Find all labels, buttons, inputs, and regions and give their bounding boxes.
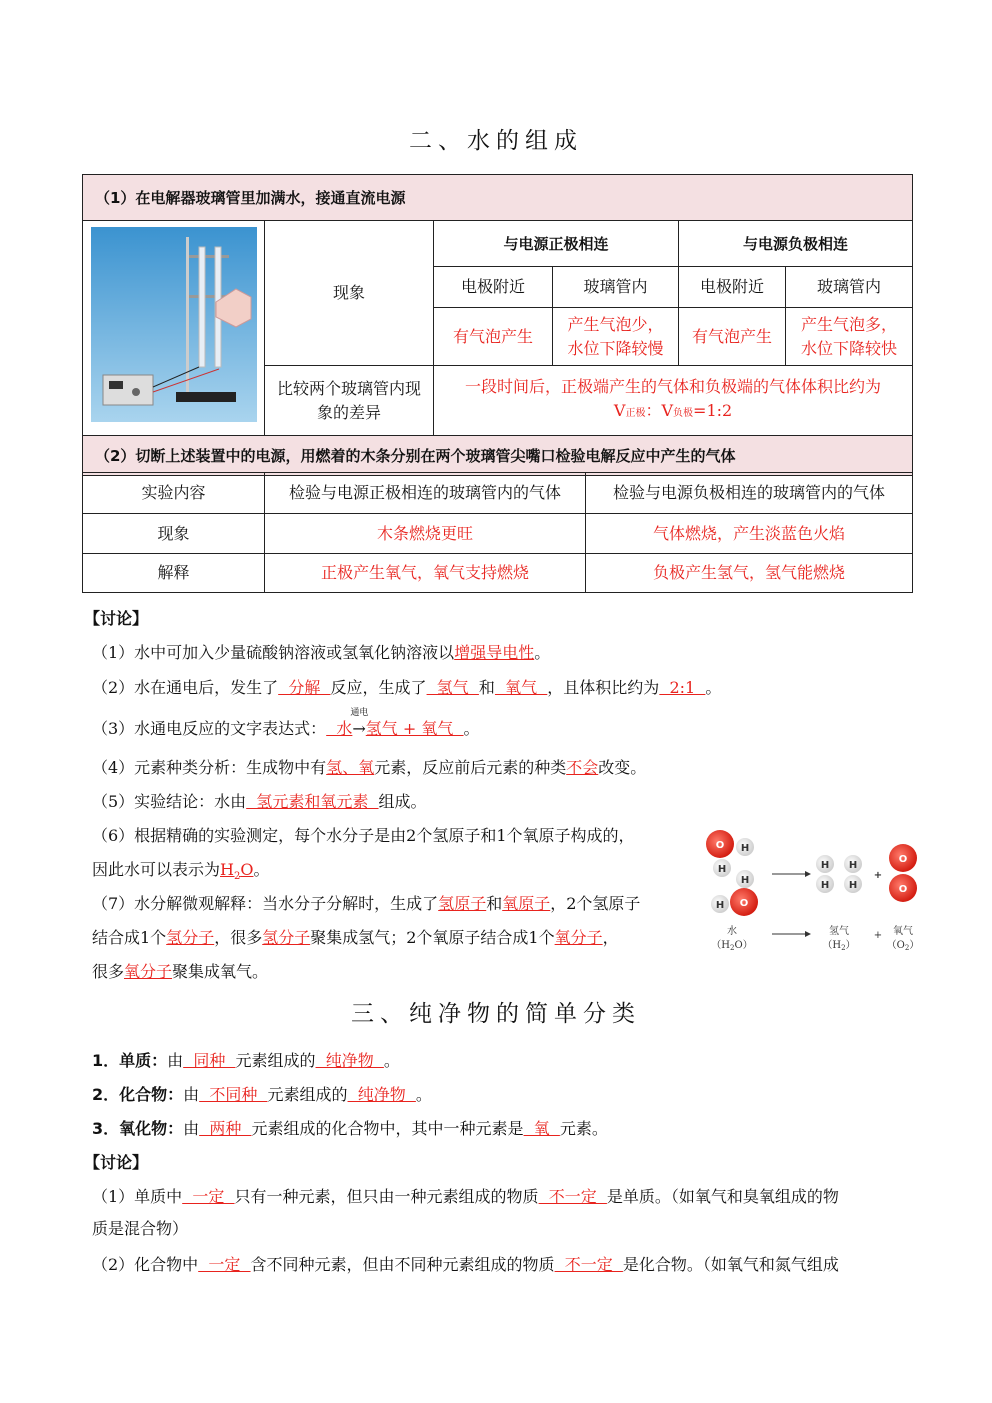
l7-3-end: 聚集成氧气。 bbox=[172, 962, 269, 981]
col-positive-test: 检验与电源正极相连的玻璃管内的气体 bbox=[265, 473, 586, 514]
l6-formula-h: H bbox=[220, 860, 234, 879]
l2-answer-a: 分解 bbox=[278, 678, 331, 697]
l4-text: （4）元素种类分析：生成物中有 bbox=[92, 758, 327, 777]
item-3-answer-b: 氧 bbox=[523, 1119, 560, 1138]
item-2 bbox=[92, 1082, 432, 1105]
l7-end: ，2个氢原子 bbox=[550, 894, 641, 913]
l3-end: 。 bbox=[463, 719, 480, 738]
reaction-arrowhead bbox=[805, 931, 811, 937]
discussion-line-7c bbox=[92, 959, 268, 982]
item-2-end: 。 bbox=[415, 1085, 432, 1104]
l7-3-text: 很多 bbox=[92, 962, 125, 981]
electrolysis-table bbox=[82, 174, 913, 476]
l6-text: 因此水可以表示为 bbox=[92, 860, 221, 879]
label-hydrogen: 氢气 bbox=[829, 926, 849, 937]
l3-arrow: → bbox=[352, 719, 366, 738]
ratio-v2: V bbox=[661, 401, 674, 421]
item-2-answer-b: 纯净物 bbox=[347, 1085, 416, 1104]
l7-answer-a: 氢原子 bbox=[438, 894, 487, 913]
d2-pre: （2）化合物中 bbox=[92, 1255, 199, 1274]
neg-in-tube-label: 玻璃管内 bbox=[786, 267, 913, 308]
l2-mid3: ，且体积比约为 bbox=[547, 678, 660, 697]
item-2-answer-a: 不同种 bbox=[199, 1085, 268, 1104]
oxygen-label: O bbox=[898, 884, 908, 895]
label-oxygen-formula bbox=[887, 939, 920, 952]
item-1 bbox=[92, 1048, 400, 1071]
l7-answer-e: 氧分子 bbox=[554, 928, 603, 947]
l3-condition: 通电 bbox=[350, 708, 369, 718]
l4-answer-b: 不会 bbox=[566, 758, 599, 777]
row-explanation-positive: 正极产生氧气，氧气支持燃烧 bbox=[265, 554, 586, 593]
l6-formula-o: O bbox=[240, 860, 254, 879]
hydrogen-label: H bbox=[715, 900, 725, 911]
l6-end: 。 bbox=[253, 860, 270, 879]
l4-mid: 元素，反应前后元素的种类 bbox=[374, 758, 567, 777]
plus-sign: + bbox=[873, 870, 883, 881]
compare-value bbox=[434, 366, 913, 436]
o2-formula-sub: 2 bbox=[904, 944, 910, 952]
l6-formula-sub: 2 bbox=[233, 871, 241, 883]
d1-answer-a: 一定 bbox=[182, 1187, 235, 1206]
item-3-end: 元素。 bbox=[559, 1119, 608, 1138]
l3-text: （3）水通电反应的文字表达式： bbox=[92, 719, 327, 738]
col-negative-test: 检验与电源负极相连的玻璃管内的气体 bbox=[586, 473, 913, 514]
compare-label: 比较两个玻璃管内现象的差异 bbox=[265, 366, 434, 436]
discussion-line-4 bbox=[92, 755, 646, 778]
l2-mid1: 反应，生成了 bbox=[330, 678, 427, 697]
l7-answer-d: 氢分子 bbox=[262, 928, 311, 947]
pos-in-tube-label: 玻璃管内 bbox=[553, 267, 679, 308]
gas-test-table bbox=[82, 472, 913, 593]
pos-tube-value: 产生气泡少，水位下降较慢 bbox=[553, 308, 679, 366]
d1-end: 是单质。（如氧气和臭氧组成的物 bbox=[606, 1187, 839, 1206]
hydrogen-label: H bbox=[820, 880, 830, 891]
ratio-v1: V bbox=[613, 401, 626, 421]
d2-answer-b: 不一定 bbox=[554, 1255, 623, 1274]
apparatus-photo-cell bbox=[83, 221, 265, 436]
col-experiment-content: 实验内容 bbox=[83, 473, 265, 514]
oxygen-label: O bbox=[739, 898, 749, 909]
l5-end: 组成。 bbox=[378, 792, 427, 811]
pos-near-electrode-label: 电极附近 bbox=[434, 267, 553, 308]
electrolysis-apparatus-image bbox=[91, 227, 257, 422]
reaction-arrowhead bbox=[805, 871, 811, 877]
neg-near-electrode-label: 电极附近 bbox=[679, 267, 786, 308]
o2-formula-a: （O bbox=[886, 940, 905, 951]
l2-mid2: 和 bbox=[478, 678, 495, 697]
l1-end: 。 bbox=[534, 643, 551, 662]
o2-formula-b: ） bbox=[909, 940, 920, 951]
table2-header: （2）切断上述装置中的电源，用燃着的木条分别在两个玻璃管尖嘴口检验电解反应中产生的气体 bbox=[83, 436, 913, 476]
discussion-line-2 bbox=[92, 675, 721, 698]
d1-answer-b: 不一定 bbox=[538, 1187, 607, 1206]
ratio-sub-negative: 负极 bbox=[673, 408, 694, 420]
l5-text: （5）实验结论：水由 bbox=[92, 792, 247, 811]
l7-2-mid2: 聚集成氢气；2个氧原子结合成1个 bbox=[310, 928, 555, 947]
l4-answer-a: 氢、氧 bbox=[326, 758, 375, 777]
item-1-end: 。 bbox=[383, 1051, 400, 1070]
row-phenomenon-label: 现象 bbox=[83, 514, 265, 554]
item-3 bbox=[92, 1116, 608, 1139]
label-water-formula bbox=[711, 939, 752, 952]
pos-near-value: 有气泡产生 bbox=[434, 308, 553, 366]
l7-2-text: 结合成1个 bbox=[92, 928, 167, 947]
item-1-answer-b: 纯净物 bbox=[315, 1051, 384, 1070]
discussion-line-7b bbox=[92, 925, 619, 948]
item-3-label: 3．氧化物： bbox=[92, 1119, 184, 1138]
l7-answer-b: 氧原子 bbox=[502, 894, 551, 913]
label-oxygen: 氧气 bbox=[893, 926, 913, 937]
section-title-classification: 三、纯净物的简单分类 bbox=[351, 1001, 641, 1027]
l7-answer-f: 氧分子 bbox=[124, 962, 173, 981]
oxygen-label: O bbox=[715, 840, 725, 851]
hydrogen-label: H bbox=[740, 875, 750, 886]
discussion-title-2: 【讨论】 bbox=[84, 1153, 149, 1172]
d1-mid: 只有一种元素，但只由一种元素组成的物质 bbox=[234, 1187, 539, 1206]
discussion-line-6b bbox=[92, 857, 269, 882]
table1-header: （1）在电解器玻璃管里加满水，接通直流电源 bbox=[83, 175, 913, 221]
l4-end: 改变。 bbox=[598, 758, 647, 777]
item-1-pre: 由 bbox=[167, 1051, 184, 1070]
l3-arrow-wrap bbox=[350, 708, 369, 738]
hydrogen-label: H bbox=[848, 860, 858, 871]
l7-mid: 和 bbox=[486, 894, 503, 913]
water-formula-a: （H bbox=[711, 940, 731, 951]
item-3-answer-a: 两种 bbox=[199, 1119, 252, 1138]
discussion2-line-1b: 质是混合物） bbox=[92, 1219, 189, 1238]
neg-near-value: 有气泡产生 bbox=[679, 308, 786, 366]
l1-text: （1）水中可加入少量硫酸钠溶液或氢氧化钠溶液以 bbox=[92, 643, 455, 662]
l2-answer-c: 氧气 bbox=[494, 678, 548, 697]
discussion-title: 【讨论】 bbox=[84, 609, 149, 628]
l7-2-end: ， bbox=[602, 928, 619, 947]
row-explanation-negative: 负极产生氢气，氢气能燃烧 bbox=[586, 554, 913, 593]
phenomenon-label: 现象 bbox=[265, 221, 434, 366]
label-hydrogen-formula bbox=[822, 939, 855, 952]
h2-formula-a: （H bbox=[822, 940, 842, 951]
l7-answer-c: 氢分子 bbox=[166, 928, 215, 947]
ratio-value: =1:2 bbox=[693, 401, 733, 421]
plus-sign-bottom: + bbox=[873, 930, 883, 941]
l2-answer-d: 2:1 bbox=[659, 678, 706, 697]
l6-formula bbox=[220, 860, 254, 883]
item-3-mid: 元素组成的化合物中，其中一种元素是 bbox=[251, 1119, 524, 1138]
label-water: 水 bbox=[727, 926, 737, 937]
discussion-line-5 bbox=[92, 789, 427, 812]
h2-formula-sub: 2 bbox=[841, 944, 846, 952]
positive-header: 与电源正极相连 bbox=[434, 221, 679, 267]
item-1-label: 1．单质： bbox=[92, 1051, 168, 1070]
item-2-pre: 由 bbox=[183, 1085, 200, 1104]
d2-answer-a: 一定 bbox=[198, 1255, 251, 1274]
water-formula-b: O） bbox=[734, 940, 753, 951]
water-formula-sub: 2 bbox=[730, 944, 735, 952]
l2-end: 。 bbox=[705, 678, 722, 697]
item-1-answer-a: 同种 bbox=[183, 1051, 236, 1070]
l2-text: （2）水在通电后，发生了 bbox=[92, 678, 279, 697]
hydrogen-label: H bbox=[740, 843, 750, 854]
discussion-line-3 bbox=[92, 708, 480, 739]
row-phenomenon-negative: 气体燃烧，产生淡蓝色火焰 bbox=[586, 514, 913, 554]
compare-text: 一段时间后，正极端产生的气体和负极端的气体体积比约为 bbox=[465, 377, 882, 397]
oxygen-label: O bbox=[898, 854, 908, 865]
hydrogen-label: H bbox=[848, 880, 858, 891]
l1-answer: 增强导电性 bbox=[454, 643, 535, 662]
hydrogen-label: H bbox=[820, 860, 830, 871]
l7-text: （7）水分解微观解释：当水分子分解时，生成了 bbox=[92, 894, 439, 913]
l2-answer-b: 氢气 bbox=[426, 678, 479, 697]
hydrogen-label: H bbox=[717, 864, 727, 875]
discussion-line-1 bbox=[92, 640, 550, 663]
ratio-separator: ： bbox=[645, 401, 662, 421]
l3-answer-a: 水 bbox=[326, 719, 353, 738]
discussion-line-6a: （6）根据精确的实验测定，每个水分子是由2个氢原子和1个氧原子构成的， bbox=[92, 826, 635, 845]
negative-header: 与电源负极相连 bbox=[679, 221, 913, 267]
ratio-sub-positive: 正极 bbox=[625, 408, 646, 420]
item-3-pre: 由 bbox=[183, 1119, 200, 1138]
section-title-water-composition: 二、水的组成 bbox=[409, 128, 583, 154]
item-2-mid: 元素组成的 bbox=[267, 1085, 348, 1104]
item-1-mid: 元素组成的 bbox=[235, 1051, 316, 1070]
row-phenomenon-positive: 木条燃烧更旺 bbox=[265, 514, 586, 554]
d2-mid: 含不同种元素，但由不同种元素组成的物质 bbox=[250, 1255, 555, 1274]
d1-pre: （1）单质中 bbox=[92, 1187, 183, 1206]
discussion2-line-1a bbox=[92, 1184, 839, 1207]
d2-end: 是化合物。（如氧气和氮气组成 bbox=[622, 1255, 839, 1274]
l5-answer: 氢元素和氧元素 bbox=[246, 792, 379, 811]
h2-formula-b: ） bbox=[845, 940, 856, 951]
item-2-label: 2．化合物： bbox=[92, 1085, 184, 1104]
discussion-line-7a bbox=[92, 891, 640, 914]
row-explanation-label: 解释 bbox=[83, 554, 265, 593]
l7-2-mid: ，很多 bbox=[214, 928, 263, 947]
discussion2-line-2 bbox=[92, 1252, 839, 1275]
l3-answer-b: 氢气 + 氧气 bbox=[365, 719, 464, 738]
water-decomposition-diagram bbox=[700, 822, 925, 962]
neg-tube-value: 产生气泡多，水位下降较快 bbox=[786, 308, 913, 366]
